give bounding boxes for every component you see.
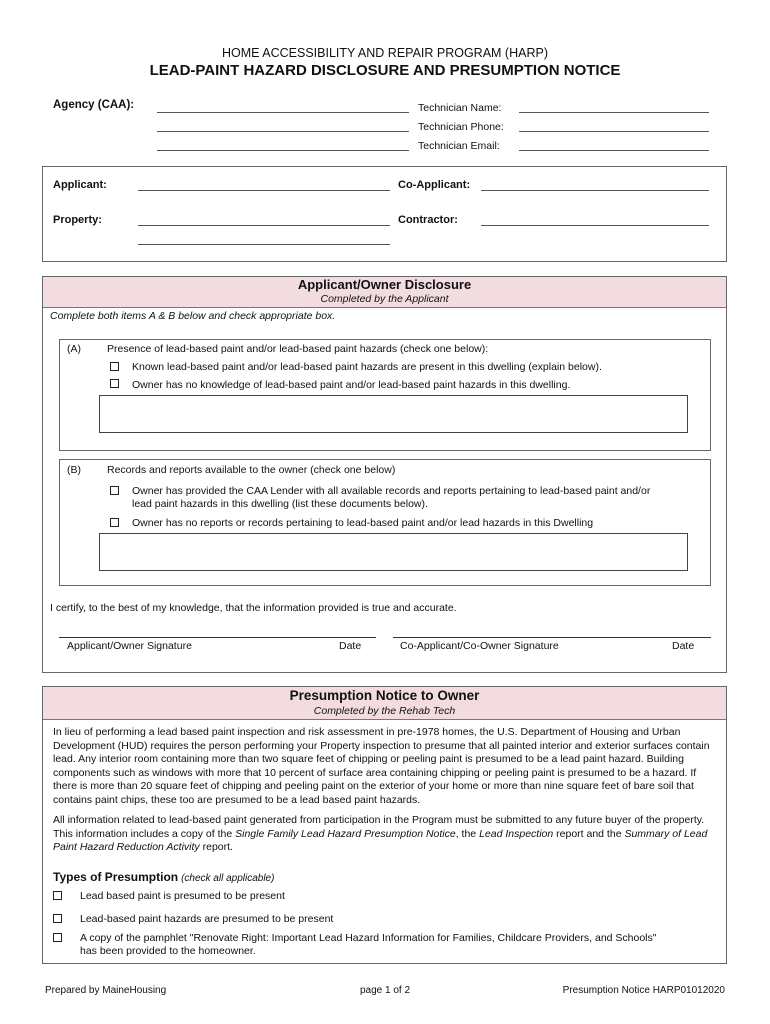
- types-of-presumption-heading: [53, 870, 274, 884]
- applicant-signature-line[interactable]: [59, 637, 376, 638]
- type-1-text: Lead based paint is presumed to be present: [80, 890, 285, 902]
- property-label: Property:: [53, 214, 102, 226]
- property-field-line-2[interactable]: [138, 244, 390, 245]
- para2-text-c: report and the: [553, 827, 625, 840]
- type-2-text: Lead-based paint hazards are presumed to be present: [80, 913, 334, 925]
- applicant-signature-label: Applicant/Owner Signature: [67, 640, 192, 652]
- applicant-info-box: [42, 166, 727, 262]
- item-b-text: Records and reports available to the owner (check one below): [107, 464, 396, 476]
- presumption-header-divider: [43, 719, 726, 720]
- technician-phone-field[interactable]: [519, 131, 709, 132]
- item-a-option-2-text: Owner has no knowledge of lead-based paint and/or lead-based paint hazards in this dwelling.: [132, 379, 571, 391]
- item-b-documents-field[interactable]: [99, 533, 688, 571]
- contractor-field[interactable]: [481, 225, 709, 226]
- item-b-option-2-text: Owner has no reports or records pertaining to lead-based paint and/or lead hazards in this Dwelling: [132, 517, 594, 529]
- presumption-subtitle: Completed by the Rehab Tech: [313, 705, 456, 717]
- item-a-option-1-text: Known lead-based paint and/or lead-based paint hazards are present in this dwelling (explain below).: [132, 361, 602, 373]
- item-a-text: Presence of lead-based paint and/or lead-based paint hazards (check one below):: [107, 343, 489, 355]
- type-3-text-line-2: has been provided to the homeowner.: [80, 945, 256, 957]
- item-b-option-1-text-line-2: lead paint hazards in this dwelling (list these documents below).: [132, 498, 428, 510]
- footer-prepared-by: Prepared by MaineHousing: [45, 985, 167, 996]
- applicant-date-label: Date: [339, 640, 362, 652]
- co-applicant-label: Co-Applicant:: [398, 179, 471, 191]
- applicant-label: Applicant:: [53, 179, 107, 191]
- para2-text-a: All information related to lead-based paint generated from participation in the Program must be submitted to any future buyer of the property. This information includes a copy of the: [53, 814, 705, 840]
- item-a-option-1-checkbox[interactable]: [110, 362, 119, 371]
- applicant-field[interactable]: [138, 190, 390, 191]
- agency-label: Agency (CAA):: [53, 99, 135, 111]
- footer-form-id: Presumption Notice HARP01012020: [562, 985, 725, 996]
- agency-field-line-3[interactable]: [157, 150, 409, 151]
- certification-text: I certify, to the best of my knowledge, that the information provided is true and accurate.: [50, 602, 457, 614]
- item-a-explain-field[interactable]: [99, 395, 688, 433]
- technician-email-label: Technician Email:: [418, 140, 500, 152]
- item-b-option-1-text-line-1: Owner has provided the CAA Lender with all available records and reports pertaining to lead-based paint and/or: [132, 485, 651, 497]
- item-b-label: (B): [67, 464, 81, 476]
- type-1-checkbox[interactable]: [53, 891, 62, 900]
- contractor-label: Contractor:: [398, 214, 458, 226]
- para2-text-d: report.: [199, 841, 233, 854]
- disclosure-title: Applicant/Owner Disclosure: [297, 277, 472, 292]
- para2-doc-summary: Summary of Lead Paint Hazard Reduction Activity: [53, 827, 708, 854]
- technician-phone-label: Technician Phone:: [418, 121, 504, 133]
- property-field-line-1[interactable]: [138, 225, 390, 226]
- co-applicant-field[interactable]: [481, 190, 709, 191]
- co-applicant-date-label: Date: [672, 640, 695, 652]
- item-a-label: (A): [67, 343, 81, 355]
- page-title: LEAD-PAINT HAZARD DISCLOSURE AND PRESUMPTION NOTICE: [149, 62, 621, 79]
- co-applicant-signature-line[interactable]: [393, 637, 711, 638]
- types-title: Types of Presumption: [53, 870, 179, 884]
- para2-doc-presumption-notice: Single Family Lead Hazard Presumption Notice: [235, 827, 456, 840]
- para2-doc-lead-inspection: Lead Inspection: [479, 827, 554, 840]
- types-note: (check all applicable): [181, 873, 275, 884]
- type-3-checkbox[interactable]: [53, 933, 62, 942]
- type-2-checkbox[interactable]: [53, 914, 62, 923]
- item-a-option-2-checkbox[interactable]: [110, 379, 119, 388]
- technician-name-field[interactable]: [519, 112, 709, 113]
- presumption-paragraph-1: [53, 726, 721, 808]
- disclosure-header-divider: [43, 307, 726, 308]
- type-3-text-line-1: A copy of the pamphlet "Renovate Right: Important Lead Hazard Information for Families, Childcare Providers, and Schools": [80, 932, 657, 944]
- item-b-option-1-checkbox[interactable]: [110, 486, 119, 495]
- presumption-title: Presumption Notice to Owner: [289, 688, 480, 703]
- technician-name-label: Technician Name:: [418, 102, 502, 114]
- footer-page-number: page 1 of 2: [359, 985, 411, 996]
- disclosure-subtitle: Completed by the Applicant: [320, 293, 449, 305]
- co-applicant-signature-label: Co-Applicant/Co-Owner Signature: [400, 640, 559, 652]
- program-name: HOME ACCESSIBILITY AND REPAIR PROGRAM (HARP): [222, 46, 548, 60]
- presumption-paragraph-1-text: In lieu of performing a lead based paint inspection and risk assessment in pre-1978 homes, the U.S. Department of Housing and Urban Development (HUD) requires the person performing your Property inspection to presume that all painted interior and exterior surfaces contain lead. Any interior room containing more than two square feet of chipping or peeling paint is presumed to be a lead paint hazard. Building components such as windows with more that 10 percent of surface area containing chipping or peeling paint is presumed to be a hazard. If there is more than 20 square feet of chipping and peeling paint on the exterior of your home or more than nine square feet of bare soil that contains paint chips, these too are presumed to be a lead based paint hazards.: [53, 726, 710, 806]
- para2-text-b: , the: [455, 827, 480, 840]
- technician-email-field[interactable]: [519, 150, 709, 151]
- disclosure-instruction: Complete both items A & B below and check appropriate box.: [50, 310, 336, 322]
- item-b-option-2-checkbox[interactable]: [110, 518, 119, 527]
- agency-field-line-2[interactable]: [157, 131, 409, 132]
- presumption-paragraph-2: [53, 814, 721, 855]
- agency-field-line-1[interactable]: [157, 112, 409, 113]
